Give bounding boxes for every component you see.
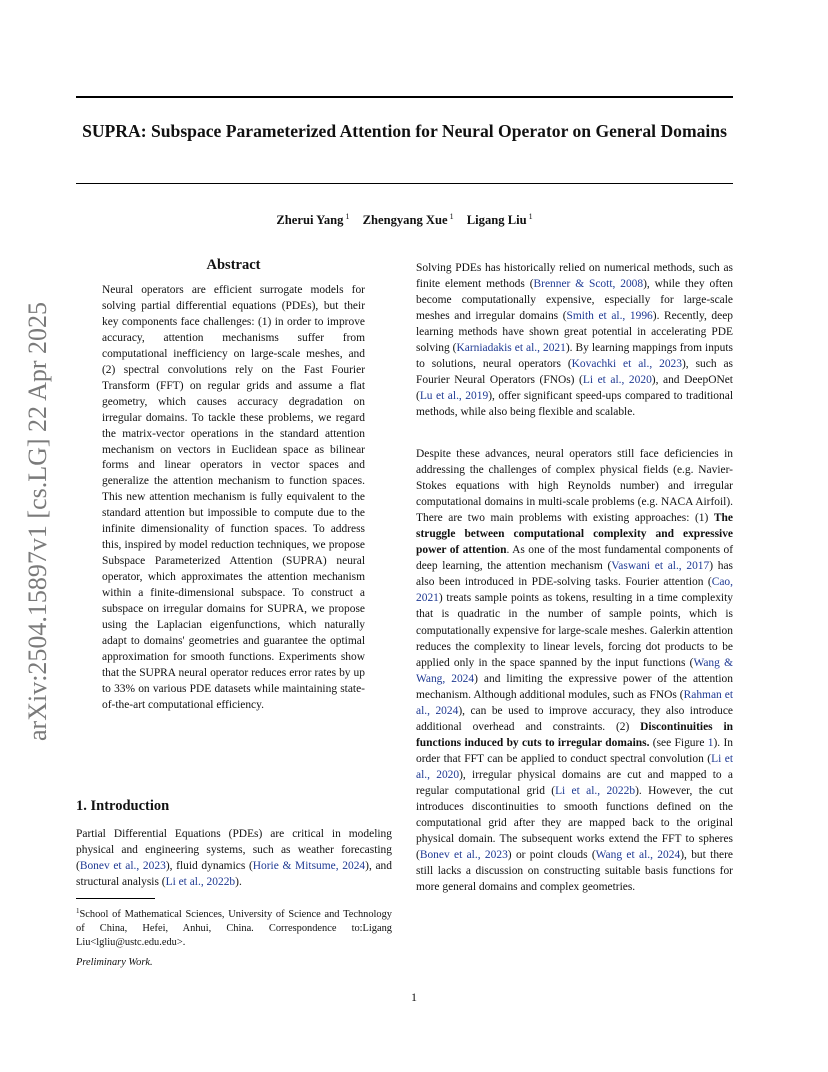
title-top-rule [76,96,733,98]
affiliation-mark: 1 [528,212,533,221]
author-list [76,212,733,228]
citation-link[interactable]: Karniadakis et al., 2021 [456,342,566,355]
preliminary-work-note: Preliminary Work. [76,957,153,968]
text-run: ). By learning mappings from inputs to solutions, neural operators ( [416,342,733,371]
introduction-paragraph-1 [76,826,392,890]
citation-link[interactable]: Wang & Wang, 2024 [416,656,733,685]
text-run: ) has also been introduced in PDE-solving tasks. Fourier attention ( [416,560,733,589]
author-name: Ligang Liu [466,213,527,227]
text-run: Despite these advances, neural operators still face deficiencies in addressing the challenges of complex physical fields (e.g. Navier-Stokes equations with high Reynolds number) and irregular computational domains in multi-scale problems (e.g. NACA Airfoil). There are two main problems with existing approaches: (1) [416,448,733,525]
figure-link[interactable]: 1 [707,736,714,749]
text-run: ), and structural analysis ( [76,860,392,889]
citation-link[interactable]: Smith et al., 1996 [566,310,653,323]
citation-link[interactable]: Horie & Mitsume, 2024 [252,860,366,873]
page-number: 1 [411,990,417,1004]
citation-link[interactable]: Cao, 2021 [416,576,733,605]
text-run: ). However, the cut introduces discontinuities to smooth functions defined on the computational grid after they are mapped back to the original physical domain. The subsequent works extend the FFT to spheres ( [416,784,733,862]
text-run: ), but there still lacks a discussion on constructing suitable basis functions for more general domains and complex geometries. [416,849,734,894]
paragraph [416,260,733,420]
affiliation-mark: 1 [449,212,454,221]
citation-link[interactable]: Bonev et al., 2023 [419,849,508,862]
right-column-paragraph-1 [416,260,733,420]
text-run: Partial Differential Equations (PDEs) are critical in modeling physical and engineering systems, such as weather forecasting ( [76,828,392,873]
author-name: Zherui Yang [276,213,344,227]
text-run: ), such as Fourier Neural Operators (FNOs) ( [416,358,733,387]
paragraph [416,446,733,895]
text-run: ). Recently, deep learning methods have shown great potential in accelerating PDE solving ( [416,310,734,355]
arxiv-identifier: arXiv:2504.15897v1 [cs.LG] 22 Apr 2025 [23,301,52,741]
footnote-rule [76,898,155,899]
text-run: ), while they often become computationally expensive, especially for large-scale meshes and irregular domains ( [416,278,733,323]
text-run: . As one of the most fundamental components of deep learning, the attention mechanism ( [416,544,733,573]
abstract-body: Neural operators are efficient surrogate models for solving partial differential equations (PDEs), but their key components face challenges: (1) in order to improve accuracy, attention mechanisms suffer from computational inefficiency on large-scale meshes, and (2) spectral convolutions rely on the Fast Fourier Transform (FFT) on regular grids and assume a flat geometry, which causes accuracy degradation on irregular domains. To tackle these problems, we regard the matrix-vector operations in the standard attention mechanism on vectors in Euclidean space as bilinear forms and linear operators in vector spaces and generalize the attention mechanism to function spaces. This new attention mechanism is fully equivalent to the standard attention but impossible to compute due to the infinite dimensionality of function spaces. To address this, inspired by model reduction techniques, we propose Subspace Parameterized Attention (SUPRA) neural operator, which approximates the attention mechanism within a finite-dimensional subspace. To construct a subspace on irregular domains for SUPRA, we propose using the Laplacian eigenfunctions, which naturally adapt to domains' geometries and guarantee the optimal approximation for smooth functions. Experiments show that the SUPRA neural operator reduces error rates by up to 33% on various PDE datasets while maintaining state-of-the-art computational efficiency. [102,284,365,711]
author-3 [467,213,533,227]
bold-phrase: The struggle between computational complexity and expressive power of attention [416,512,733,557]
text-run: ) treats sample points as tokens, resulting in a time complexity that is quadratic in the number of sample points, which is computationally expensive for large-scale meshes. Galerkin attention reduces the complexity to linear levels, forcing dot products to be applied only in the space spanned by the input functions ( [416,592,733,669]
text-run: ). In order that FFT can be applied to conduct spectral convolution ( [416,736,734,765]
right-column-paragraph-2 [416,446,733,895]
text-run: ), offer significant speed-ups compared to traditional methods, while also being flexible and scalable. [416,390,733,419]
citation-link[interactable]: Wang et al., 2024 [595,849,681,862]
bold-phrase: Discontinuities in functions induced by cuts to irregular domains. [416,720,734,749]
text-run: ), irregular physical domains are cut and mapped to a regular computational grid ( [416,768,733,797]
text-run: ) and limiting the expressive power of the attention mechanism. Although additional modules, such as FNOs ( [416,672,733,701]
text-run: Solving PDEs has historically relied on numerical methods, such as finite element methods ( [416,262,733,291]
citation-link[interactable]: Rahman et al., 2024 [416,688,734,717]
text-run: ), can be used to improve accuracy, they also introduce additional overhead and constraints. (2) [416,704,733,733]
text-run: ). [235,876,242,889]
citation-link[interactable]: Brenner & Scott, 2008 [533,278,644,291]
introduction-heading: 1. Introduction [76,798,170,814]
citation-link[interactable]: Bonev et al., 2023 [79,860,166,873]
citation-link[interactable]: Li et al., 2020 [416,752,733,781]
affiliation-mark: 1 [345,212,350,221]
text-run: ), fluid dynamics ( [165,860,253,873]
citation-link[interactable]: Li et al., 2022b [165,876,236,889]
citation-link[interactable]: Li et al., 2022b [555,784,636,797]
title-bottom-rule [76,183,733,184]
citation-link[interactable]: Li et al., 2020 [582,374,652,387]
abstract-heading: Abstract [206,257,261,273]
footnote-mark: 1 [76,907,80,915]
author-name: Zhengyang Xue [362,213,448,227]
text-run: ) or point clouds ( [507,849,596,862]
text-run: ), and DeepONet ( [416,374,733,403]
citation-link[interactable]: Vaswani et al., 2017 [611,560,710,573]
citation-link[interactable]: Kovachki et al., 2023 [571,358,682,371]
affiliation-footnote [76,904,392,950]
citation-link[interactable]: Lu et al., 2019 [419,390,489,403]
footnote-text: School of Mathematical Sciences, University of Science and Technology of China, Hefei, Anhui, China. Correspondence to:Ligang Liu<lgliu@ustc.edu.edu>. [76,909,392,948]
author-1 [276,213,349,227]
author-2 [363,213,454,227]
paper-title: SUPRA: Subspace Parameterized Attention for Neural Operator on General Domains [82,121,727,141]
text-run: (see Figure [649,736,708,749]
